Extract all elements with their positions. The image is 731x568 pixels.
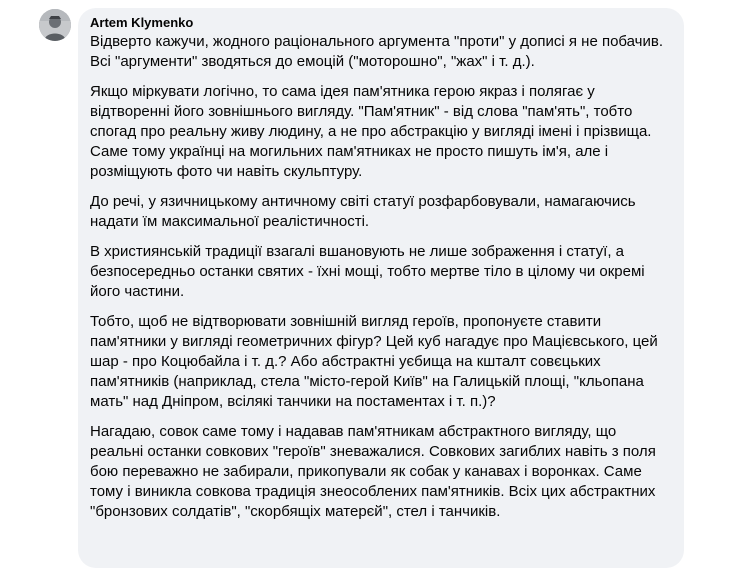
previous-content-edge: [170, 0, 430, 2]
comment-paragraph: Нагадаю, совок саме тому і надавав пам'ятникам абстрактного вигляду, що реальні останки совкових "героїв" зневажалися. Совкових загиблих навіть з поля бою переважно не забирали, прикопували як собак у канавах і воронках. Саме тому і виникла совкова традиція знеособлених пам'ятників. Всіх цих абстрактних "бронзових солдатів", "скорбящіх матерєй", стел і танчиків.: [90, 423, 656, 520]
user-avatar-icon[interactable]: [39, 9, 71, 41]
comment-bubble: [78, 8, 684, 568]
comment-paragraph: Відверто кажучи, жодного раціонального аргумента "проти" у дописі я не побачив. Всі "аргументи" зводяться до емоцій ("моторошно", "жах" і т. д.).: [90, 33, 664, 70]
comment-paragraph: Якщо міркувати логічно, то сама ідея пам'ятника герою якраз і полягає у відтворенні його зовнішнього вигляду. "Пам'ятник" - від слова "пам'ять", тобто спогад про реальну живу людину, а не про абстракцію у вигляді імені і прізвища. Саме тому українці на могильних пам'ятниках не просто пишуть ім'я, але і розміщують фото чи навіть скульптуру.: [90, 83, 652, 180]
comment-paragraph: До речі, у язичницькому античному світі статуї розфарбовували, намагаючись надати їм максимальної реалістичності.: [90, 193, 636, 230]
comment-paragraph: Тобто, щоб не відтворювати зовнішній вигляд героїв, пропонуєте ставити пам'ятники у вигляді геометричних фігур? Цей куб нагадує про Мацієвського, цей шар - про Коцюбайла і т. д.? Або абстрактні уєбища на кшталт совєцьких пам'ятників (наприклад, стела "місто-герой Київ" на Галицькій площі, "кльопана мать" над Дніпром, всілякі танчики на постаментах і т. п.)?: [90, 313, 658, 410]
comment-author-name[interactable]: Artem Klymenko: [90, 15, 194, 30]
avatar-silhouette-icon: [39, 9, 71, 41]
comment-paragraph: В християнській традиції взагалі вшановують не лише зображення і статуї, а безпосередньо останки святих - їхні мощі, тобто мертве тіло в цілому чи окремі його частини.: [90, 243, 645, 300]
